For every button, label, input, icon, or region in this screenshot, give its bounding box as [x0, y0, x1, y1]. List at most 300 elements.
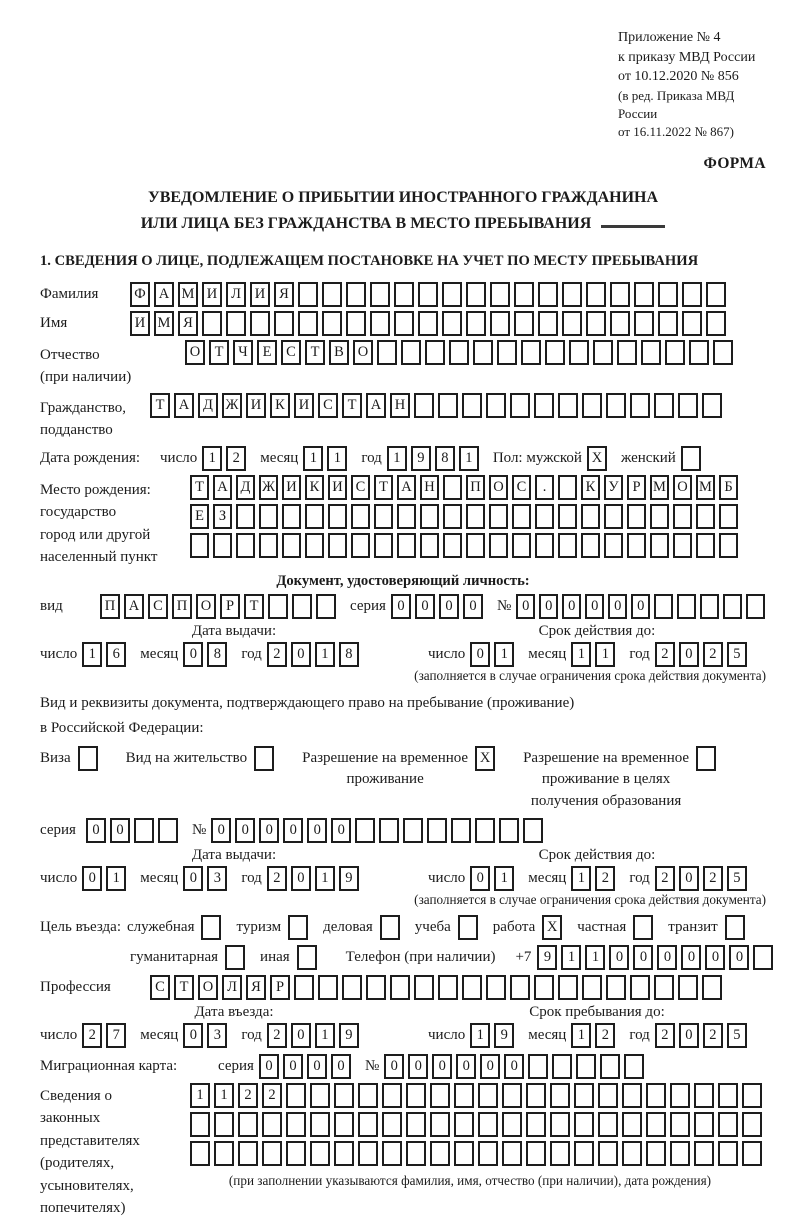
char-box[interactable]: Д [236, 475, 255, 500]
char-box[interactable]: 0 [679, 866, 699, 891]
char-box[interactable] [443, 504, 462, 529]
char-box[interactable]: 9 [537, 945, 557, 970]
char-box[interactable] [318, 975, 338, 1000]
char-box[interactable]: Е [190, 504, 209, 529]
char-box[interactable] [586, 282, 606, 307]
char-box[interactable] [475, 818, 495, 843]
char-box[interactable]: 0 [384, 1054, 404, 1079]
char-box[interactable]: И [328, 475, 347, 500]
char-box[interactable] [574, 1083, 594, 1108]
char-box[interactable]: 1 [571, 866, 591, 891]
char-box[interactable] [723, 594, 742, 619]
char-box[interactable]: 0 [470, 866, 490, 891]
char-box[interactable]: 0 [331, 818, 351, 843]
char-box[interactable] [370, 282, 390, 307]
char-box[interactable] [305, 533, 324, 558]
char-box[interactable]: 0 [283, 818, 303, 843]
char-box[interactable] [502, 1083, 522, 1108]
char-box[interactable] [719, 504, 738, 529]
char-box[interactable]: 0 [331, 1054, 351, 1079]
char-box[interactable]: Д [198, 393, 218, 418]
char-box[interactable] [358, 1141, 378, 1166]
char-box[interactable]: Т [150, 393, 170, 418]
char-box[interactable] [581, 533, 600, 558]
char-box[interactable]: О [196, 594, 216, 619]
char-box[interactable]: 0 [259, 818, 279, 843]
char-box[interactable]: 7 [106, 1023, 126, 1048]
char-box[interactable] [742, 1141, 762, 1166]
char-box[interactable] [627, 504, 646, 529]
char-box[interactable] [514, 282, 534, 307]
char-box[interactable] [514, 311, 534, 336]
char-box[interactable] [190, 1141, 210, 1166]
temp-residence-checkbox[interactable]: X [475, 746, 495, 771]
char-box[interactable] [582, 975, 602, 1000]
char-box[interactable] [214, 1141, 234, 1166]
char-box[interactable]: 0 [480, 1054, 500, 1079]
char-box[interactable]: 2 [655, 1023, 675, 1048]
char-box[interactable]: И [294, 393, 314, 418]
char-box[interactable]: 0 [504, 1054, 524, 1079]
char-box[interactable]: 1 [315, 1023, 335, 1048]
char-box[interactable] [670, 1083, 690, 1108]
char-box[interactable]: 2 [226, 446, 246, 471]
char-box[interactable] [678, 975, 698, 1000]
char-box[interactable] [322, 282, 342, 307]
char-box[interactable]: Н [420, 475, 439, 500]
char-box[interactable]: 2 [267, 1023, 287, 1048]
char-box[interactable]: 9 [339, 866, 359, 891]
purpose-inaya-checkbox[interactable] [297, 945, 317, 970]
char-box[interactable] [489, 533, 508, 558]
char-box[interactable]: 5 [727, 642, 747, 667]
char-box[interactable] [213, 533, 232, 558]
char-box[interactable] [622, 1112, 642, 1137]
char-box[interactable] [390, 975, 410, 1000]
char-box[interactable] [370, 311, 390, 336]
char-box[interactable]: 0 [307, 818, 327, 843]
char-box[interactable]: С [351, 475, 370, 500]
purpose-gumanitarnaya-checkbox[interactable] [225, 945, 245, 970]
char-box[interactable]: 1 [327, 446, 347, 471]
char-box[interactable] [658, 282, 678, 307]
char-box[interactable]: М [650, 475, 669, 500]
char-box[interactable]: А [397, 475, 416, 500]
char-box[interactable] [654, 975, 674, 1000]
char-box[interactable] [558, 475, 577, 500]
char-box[interactable]: К [270, 393, 290, 418]
char-box[interactable] [627, 533, 646, 558]
char-box[interactable] [562, 311, 582, 336]
char-box[interactable]: . [535, 475, 554, 500]
char-box[interactable]: О [185, 340, 205, 365]
char-box[interactable] [673, 533, 692, 558]
char-box[interactable] [558, 533, 577, 558]
char-box[interactable]: И [282, 475, 301, 500]
char-box[interactable]: М [154, 311, 174, 336]
char-box[interactable]: С [512, 475, 531, 500]
char-box[interactable] [443, 533, 462, 558]
char-box[interactable]: Т [244, 594, 264, 619]
char-box[interactable] [414, 975, 434, 1000]
char-box[interactable]: Т [174, 975, 194, 1000]
char-box[interactable]: 2 [262, 1083, 282, 1108]
char-box[interactable]: О [198, 975, 218, 1000]
char-box[interactable] [466, 504, 485, 529]
char-box[interactable] [262, 1141, 282, 1166]
char-box[interactable] [586, 311, 606, 336]
char-box[interactable] [478, 1112, 498, 1137]
char-box[interactable] [438, 975, 458, 1000]
char-box[interactable] [502, 1112, 522, 1137]
char-box[interactable] [694, 1141, 714, 1166]
char-box[interactable]: 0 [291, 1023, 311, 1048]
char-box[interactable] [442, 282, 462, 307]
char-box[interactable] [654, 393, 674, 418]
char-box[interactable] [641, 340, 661, 365]
char-box[interactable]: В [329, 340, 349, 365]
char-box[interactable] [406, 1141, 426, 1166]
char-box[interactable]: 0 [681, 945, 701, 970]
char-box[interactable] [646, 1112, 666, 1137]
char-box[interactable]: 1 [571, 1023, 591, 1048]
female-checkbox[interactable] [681, 446, 701, 471]
char-box[interactable] [418, 311, 438, 336]
char-box[interactable] [259, 533, 278, 558]
char-box[interactable]: А [213, 475, 232, 500]
char-box[interactable] [286, 1083, 306, 1108]
char-box[interactable]: 0 [211, 818, 231, 843]
residence-permit-checkbox[interactable] [254, 746, 274, 771]
char-box[interactable] [606, 393, 626, 418]
char-box[interactable]: З [213, 504, 232, 529]
char-box[interactable] [593, 340, 613, 365]
char-box[interactable]: 0 [562, 594, 581, 619]
char-box[interactable] [534, 393, 554, 418]
char-box[interactable]: И [246, 393, 266, 418]
char-box[interactable] [310, 1112, 330, 1137]
char-box[interactable] [526, 1112, 546, 1137]
char-box[interactable] [658, 311, 678, 336]
char-box[interactable]: 0 [456, 1054, 476, 1079]
char-box[interactable] [576, 1054, 596, 1079]
purpose-ucheba-checkbox[interactable] [458, 915, 478, 940]
char-box[interactable] [746, 594, 765, 619]
char-box[interactable] [374, 533, 393, 558]
char-box[interactable] [214, 1112, 234, 1137]
char-box[interactable] [379, 818, 399, 843]
char-box[interactable]: 0 [110, 818, 130, 843]
char-box[interactable] [322, 311, 342, 336]
char-box[interactable] [665, 340, 685, 365]
char-box[interactable]: 0 [631, 594, 650, 619]
char-box[interactable] [617, 340, 637, 365]
char-box[interactable] [600, 1054, 620, 1079]
purpose-rabota-checkbox[interactable]: X [542, 915, 562, 940]
char-box[interactable]: 2 [655, 866, 675, 891]
char-box[interactable] [581, 504, 600, 529]
char-box[interactable] [490, 311, 510, 336]
char-box[interactable]: Л [222, 975, 242, 1000]
char-box[interactable] [158, 818, 178, 843]
char-box[interactable] [610, 282, 630, 307]
char-box[interactable] [238, 1112, 258, 1137]
char-box[interactable]: 1 [571, 642, 591, 667]
char-box[interactable] [718, 1083, 738, 1108]
char-box[interactable] [462, 393, 482, 418]
char-box[interactable] [489, 504, 508, 529]
char-box[interactable] [449, 340, 469, 365]
char-box[interactable]: 0 [235, 818, 255, 843]
char-box[interactable] [226, 311, 246, 336]
char-box[interactable] [598, 1112, 618, 1137]
char-box[interactable] [630, 975, 650, 1000]
char-box[interactable] [622, 1141, 642, 1166]
char-box[interactable] [526, 1141, 546, 1166]
char-box[interactable]: 0 [679, 1023, 699, 1048]
char-box[interactable]: 1 [106, 866, 126, 891]
char-box[interactable]: Л [226, 282, 246, 307]
char-box[interactable]: 1 [585, 945, 605, 970]
char-box[interactable]: П [100, 594, 120, 619]
char-box[interactable]: 8 [435, 446, 455, 471]
char-box[interactable] [670, 1141, 690, 1166]
char-box[interactable]: 0 [705, 945, 725, 970]
char-box[interactable] [650, 533, 669, 558]
char-box[interactable] [403, 818, 423, 843]
char-box[interactable] [582, 393, 602, 418]
char-box[interactable] [316, 594, 336, 619]
char-box[interactable] [713, 340, 733, 365]
male-checkbox[interactable]: X [587, 446, 607, 471]
char-box[interactable]: Е [257, 340, 277, 365]
char-box[interactable] [236, 504, 255, 529]
char-box[interactable] [624, 1054, 644, 1079]
char-box[interactable] [650, 504, 669, 529]
char-box[interactable]: 1 [459, 446, 479, 471]
char-box[interactable]: 1 [387, 446, 407, 471]
char-box[interactable]: Ф [130, 282, 150, 307]
char-box[interactable]: 1 [595, 642, 615, 667]
char-box[interactable] [499, 818, 519, 843]
char-box[interactable]: 9 [411, 446, 431, 471]
char-box[interactable] [298, 311, 318, 336]
char-box[interactable]: Р [627, 475, 646, 500]
char-box[interactable]: 0 [657, 945, 677, 970]
char-box[interactable] [401, 340, 421, 365]
char-box[interactable] [569, 340, 589, 365]
char-box[interactable] [598, 1083, 618, 1108]
char-box[interactable]: Ч [233, 340, 253, 365]
char-box[interactable] [526, 1083, 546, 1108]
char-box[interactable] [502, 1141, 522, 1166]
char-box[interactable] [538, 311, 558, 336]
char-box[interactable]: У [604, 475, 623, 500]
char-box[interactable] [406, 1112, 426, 1137]
char-box[interactable] [490, 282, 510, 307]
char-box[interactable]: 0 [609, 945, 629, 970]
char-box[interactable]: С [148, 594, 168, 619]
char-box[interactable] [694, 1083, 714, 1108]
char-box[interactable]: 1 [82, 642, 102, 667]
char-box[interactable] [454, 1112, 474, 1137]
char-box[interactable]: 0 [608, 594, 627, 619]
char-box[interactable] [552, 1054, 572, 1079]
char-box[interactable] [451, 818, 471, 843]
char-box[interactable]: 0 [633, 945, 653, 970]
char-box[interactable] [430, 1141, 450, 1166]
char-box[interactable] [512, 533, 531, 558]
char-box[interactable]: 1 [561, 945, 581, 970]
char-box[interactable]: М [178, 282, 198, 307]
char-box[interactable]: Я [246, 975, 266, 1000]
char-box[interactable]: 0 [86, 818, 106, 843]
char-box[interactable]: 8 [339, 642, 359, 667]
char-box[interactable] [250, 311, 270, 336]
char-box[interactable]: 0 [679, 642, 699, 667]
char-box[interactable]: 9 [339, 1023, 359, 1048]
char-box[interactable]: 2 [82, 1023, 102, 1048]
char-box[interactable]: Б [719, 475, 738, 500]
char-box[interactable]: П [466, 475, 485, 500]
char-box[interactable]: Я [178, 311, 198, 336]
char-box[interactable] [696, 504, 715, 529]
char-box[interactable] [535, 504, 554, 529]
char-box[interactable] [282, 533, 301, 558]
char-box[interactable] [478, 1141, 498, 1166]
char-box[interactable]: 1 [315, 866, 335, 891]
char-box[interactable] [394, 282, 414, 307]
char-box[interactable] [346, 311, 366, 336]
char-box[interactable] [238, 1141, 258, 1166]
char-box[interactable] [382, 1083, 402, 1108]
char-box[interactable] [535, 533, 554, 558]
char-box[interactable] [427, 818, 447, 843]
char-box[interactable]: 0 [391, 594, 411, 619]
char-box[interactable] [706, 282, 726, 307]
char-box[interactable]: 1 [214, 1083, 234, 1108]
char-box[interactable] [486, 393, 506, 418]
char-box[interactable] [486, 975, 506, 1000]
char-box[interactable] [268, 594, 288, 619]
char-box[interactable]: 0 [585, 594, 604, 619]
char-box[interactable] [286, 1112, 306, 1137]
purpose-turizm-checkbox[interactable] [288, 915, 308, 940]
char-box[interactable]: О [673, 475, 692, 500]
char-box[interactable] [346, 282, 366, 307]
char-box[interactable] [286, 1141, 306, 1166]
char-box[interactable]: 2 [703, 642, 723, 667]
char-box[interactable] [358, 1083, 378, 1108]
char-box[interactable] [574, 1141, 594, 1166]
char-box[interactable] [454, 1141, 474, 1166]
char-box[interactable] [190, 533, 209, 558]
char-box[interactable]: 1 [470, 1023, 490, 1048]
char-box[interactable]: 5 [727, 866, 747, 891]
char-box[interactable] [630, 393, 650, 418]
char-box[interactable] [397, 533, 416, 558]
char-box[interactable] [550, 1083, 570, 1108]
char-box[interactable] [351, 533, 370, 558]
char-box[interactable]: 1 [303, 446, 323, 471]
char-box[interactable] [298, 282, 318, 307]
char-box[interactable] [654, 594, 673, 619]
char-box[interactable] [420, 533, 439, 558]
char-box[interactable] [521, 340, 541, 365]
char-box[interactable]: Ж [259, 475, 278, 500]
char-box[interactable] [696, 533, 715, 558]
char-box[interactable] [382, 1112, 402, 1137]
char-box[interactable]: 2 [703, 1023, 723, 1048]
char-box[interactable]: С [150, 975, 170, 1000]
char-box[interactable] [606, 975, 626, 1000]
char-box[interactable] [673, 504, 692, 529]
char-box[interactable] [562, 282, 582, 307]
char-box[interactable] [682, 311, 702, 336]
char-box[interactable] [442, 311, 462, 336]
char-box[interactable] [622, 1083, 642, 1108]
char-box[interactable] [202, 311, 222, 336]
char-box[interactable] [550, 1141, 570, 1166]
char-box[interactable]: Н [390, 393, 410, 418]
char-box[interactable]: И [202, 282, 222, 307]
char-box[interactable] [190, 1112, 210, 1137]
char-box[interactable]: 2 [267, 866, 287, 891]
char-box[interactable]: 8 [207, 642, 227, 667]
char-box[interactable] [558, 393, 578, 418]
char-box[interactable]: Р [220, 594, 240, 619]
purpose-sluzhebnaya-checkbox[interactable] [201, 915, 221, 940]
char-box[interactable] [394, 311, 414, 336]
purpose-delovaya-checkbox[interactable] [380, 915, 400, 940]
char-box[interactable]: 0 [291, 642, 311, 667]
char-box[interactable]: И [130, 311, 150, 336]
char-box[interactable] [473, 340, 493, 365]
char-box[interactable]: П [172, 594, 192, 619]
char-box[interactable]: 1 [494, 642, 514, 667]
char-box[interactable] [262, 1112, 282, 1137]
char-box[interactable] [753, 945, 773, 970]
char-box[interactable] [550, 1112, 570, 1137]
char-box[interactable] [466, 282, 486, 307]
char-box[interactable]: 0 [291, 866, 311, 891]
char-box[interactable] [334, 1112, 354, 1137]
char-box[interactable] [274, 311, 294, 336]
char-box[interactable]: Р [270, 975, 290, 1000]
char-box[interactable] [462, 975, 482, 1000]
char-box[interactable]: 0 [408, 1054, 428, 1079]
char-box[interactable]: 0 [183, 1023, 203, 1048]
char-box[interactable] [742, 1112, 762, 1137]
char-box[interactable]: А [154, 282, 174, 307]
char-box[interactable]: 3 [207, 1023, 227, 1048]
char-box[interactable] [443, 475, 462, 500]
char-box[interactable] [420, 504, 439, 529]
char-box[interactable] [702, 975, 722, 1000]
char-box[interactable]: 2 [595, 866, 615, 891]
char-box[interactable] [430, 1112, 450, 1137]
char-box[interactable] [682, 282, 702, 307]
char-box[interactable] [292, 594, 312, 619]
char-box[interactable]: М [696, 475, 715, 500]
char-box[interactable] [425, 340, 445, 365]
char-box[interactable]: 0 [470, 642, 490, 667]
char-box[interactable] [610, 311, 630, 336]
char-box[interactable]: 0 [432, 1054, 452, 1079]
char-box[interactable]: 2 [703, 866, 723, 891]
char-box[interactable]: 2 [595, 1023, 615, 1048]
char-box[interactable]: Т [209, 340, 229, 365]
